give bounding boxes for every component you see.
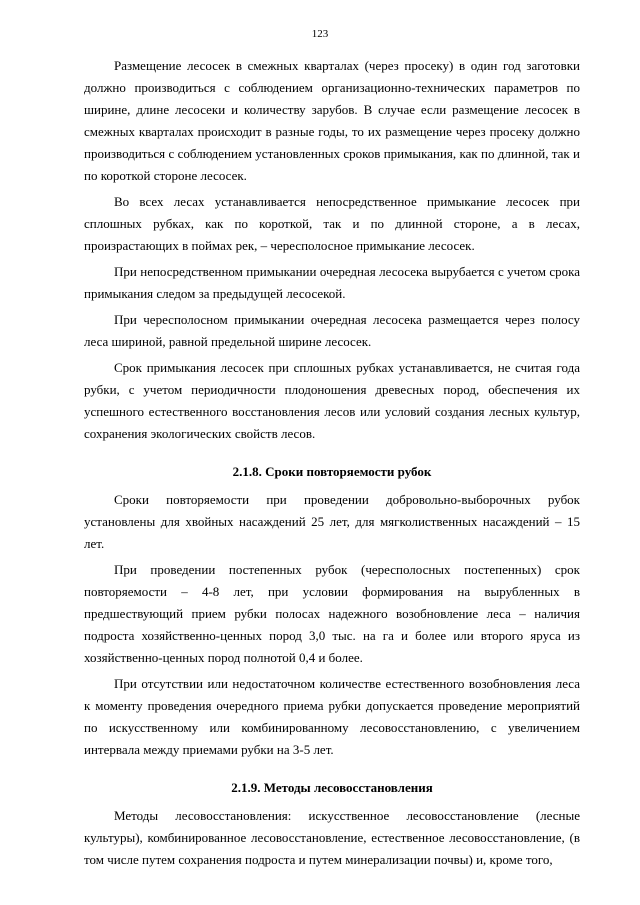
paragraph: Сроки повторяемости при проведении добровольно-выборочных рубок установлены для хвойных насаждений 25 лет, для мягколиственных насаждений – 15 лет. — [84, 492, 580, 551]
paragraph: При отсутствии или недостаточном количестве естественного возобновления леса к моменту проведения очередного приема рубки допускается проведение мероприятий по искусственному или комбинированному лесовосстановлению, с увеличением интервала между приемами рубки на 3-5 лет. — [84, 676, 580, 757]
paragraph: Методы лесовосстановления: искусственное лесовосстановление (лесные культуры), комбинированное лесовосстановление, естественное лесовосстановление, (в том числе путем сохранения подроста и путем минерализации почвы) и, кроме того, — [84, 808, 580, 867]
document-body — [84, 55, 580, 875]
page-number: 123 — [311, 28, 329, 40]
section-heading-2-1-8: 2.1.8. Сроки повторяемости рубок — [232, 464, 432, 479]
paragraph: Срок примыкания лесосек при сплошных рубках устанавливается, не считая года рубки, с учетом периодичности плодоношения древесных пород, обеспечения их успешного естественного восстановления лесов или условий создания лесных культур, сохранения экологических свойств лесов. — [84, 360, 580, 441]
paragraph: При непосредственном примыкании очередная лесосека вырубается с учетом срока примыкания следом за предыдущей лесосекой. — [84, 264, 580, 301]
paragraph: При проведении постепенных рубок (чересполосных постепенных) срок повторяемости – 4-8 лет, при условии формирования на вырубленных в предшествующий прием рубки полосах надежного возобновление леса – наличия подроста хозяйственно-ценных пород 3,0 тыс. на га и более или второго яруса из хозяйственно-ценных пород полнотой 0,4 и более. — [84, 562, 580, 665]
section-heading-2-1-9: 2.1.9. Методы лесовосстановления — [231, 780, 433, 795]
paragraph: При чересполосном примыкании очередная лесосека размещается через полосу леса шириной, равной предельной ширине лесосек. — [84, 312, 580, 349]
paragraph: Размещение лесосек в смежных кварталах (через просеку) в один год заготовки должно производиться с соблюдением организационно-технических параметров по ширине, длине лесосеки и количеству зарубов. В случае если размещение лесосек в смежных кварталах происходит в разные годы, то их размещение через просеку должно производиться с соблюдением установленных сроков примыкания, как по длинной, так и по короткой стороне лесосек. — [84, 58, 580, 183]
paragraph: Во всех лесах устанавливается непосредственное примыкание лесосек при сплошных рубках, как по короткой, так и по длинной стороне, а в лесах, произрастающих в поймах рек, – чересполосное примыкание лесосек. — [84, 194, 580, 253]
